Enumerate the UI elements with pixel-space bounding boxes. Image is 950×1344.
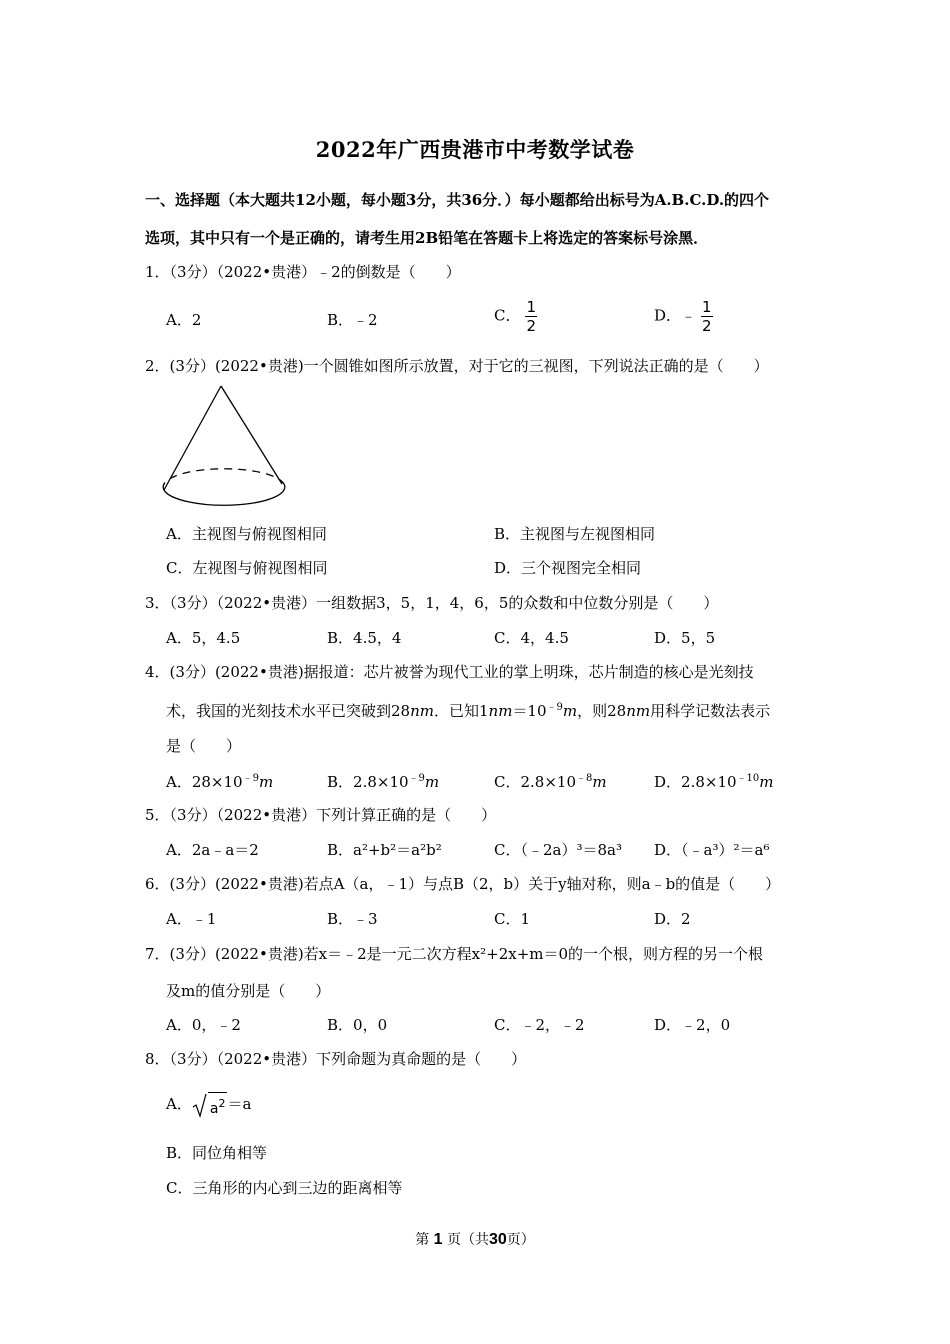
q1-option-c-fraction	[525, 299, 537, 334]
option-unit: m	[759, 773, 774, 791]
q4-stem-line-1: 4．(3分）(2022•贵港)据报道：芯片被誉为现代工业的掌上明珠，芯片制造的核心是光刻技	[145, 663, 754, 681]
footer-text: 第	[415, 1232, 430, 1248]
section-heading-line-2: 选项，其中只有一个是正确的，请考生用2B铅笔在答题卡上将选定的答案标号涂黑．	[145, 229, 709, 247]
q4-option-d	[654, 769, 774, 792]
q4-text: ．已知1	[433, 702, 489, 720]
sqrt-overline	[208, 1092, 228, 1118]
q6-stem: 6．(3分）(2022•贵港)若点A（a，﹣1）与点B（2，b）关于y轴对称，则a﹣b的值是（ ）	[145, 875, 781, 893]
option-text: ＝a	[227, 1095, 252, 1113]
option-label: A．	[166, 1095, 192, 1113]
q8-stem: 8．（3分）（2022•贵港）下列命题为真命题的是（ ）	[145, 1050, 527, 1068]
q4-unit: m	[562, 702, 578, 720]
cone-base-back	[163, 469, 284, 490]
fraction-numerator: 1	[526, 298, 537, 316]
option-text: C．2.8×10	[494, 773, 576, 791]
q8-option-c: C．三角形的内心到三边的距离相等	[166, 1179, 403, 1197]
cone-figure	[158, 380, 290, 506]
cone-base-front	[164, 484, 285, 505]
section-heading-line-1: 一、选择题（本大题共12小题，每小题3分，共36分．）每小题都给出标号为A.B.C.D.的四个	[145, 191, 770, 209]
q3-stem: 3．（3分）（2022•贵港）一组数据3，5，1，4，6，5的众数和中位数分别是（ ）	[145, 594, 719, 612]
sqrt-radical-icon	[192, 1092, 208, 1118]
q7-option-c: C．﹣2，﹣2	[494, 1016, 585, 1034]
q4-text: 术，我国的光刻技术水平已突破到28	[166, 702, 411, 720]
footer-text: 页）	[506, 1232, 535, 1248]
q4-stem-line-3: 是（ ）	[166, 737, 242, 755]
q6-option-b: B．﹣3	[327, 910, 378, 928]
q1-option-d-fraction	[701, 299, 713, 334]
fraction-denominator: 2	[702, 317, 712, 335]
q5-stem: 5．（3分）（2022•贵港）下列计算正确的是（ ）	[145, 806, 497, 824]
option-exponent: ﹣8	[576, 773, 593, 784]
q2-stem: 2．(3分）(2022•贵港)一个圆锥如图所示放置，对于它的三视图，下列说法正确的是（ ）	[145, 357, 769, 375]
footer-text: 页（共	[447, 1232, 489, 1248]
q5-option-d: D．（﹣a³）²＝a⁶	[654, 841, 770, 859]
q1-option-b: B．﹣2	[327, 311, 378, 329]
sqrt-exponent: 2	[218, 1097, 226, 1110]
q3-option-d: D．5，5	[654, 629, 716, 647]
q4-unit: nm	[626, 702, 651, 720]
q4-option-a	[166, 769, 273, 792]
page-footer	[0, 1229, 950, 1249]
q7-option-d: D．﹣2，0	[654, 1016, 731, 1034]
option-exponent: ﹣9	[242, 773, 259, 784]
q1-option-a: A．2	[166, 311, 202, 329]
page-title: 2022年广西贵港市中考数学试卷	[315, 137, 635, 162]
q1-option-d-label: D．﹣	[654, 306, 697, 325]
q5-option-b: B．a²+b²＝a²b²	[327, 841, 442, 859]
q2-option-a: A．主视图与俯视图相同	[166, 525, 327, 543]
q8-option-a	[166, 1092, 251, 1118]
q4-text: ＝10	[512, 702, 547, 720]
q6-option-c: C．1	[494, 910, 531, 928]
option-exponent: ﹣10	[736, 773, 760, 784]
option-text: A．28×10	[166, 773, 243, 791]
q2-option-d: D．三个视图完全相同	[494, 559, 642, 577]
q4-option-c	[494, 769, 607, 792]
option-unit: m	[592, 773, 607, 791]
option-unit: m	[424, 773, 440, 791]
q4-option-b	[327, 769, 439, 792]
q2-option-b: B．主视图与左视图相同	[494, 525, 656, 543]
q8-option-b: B．同位角相等	[166, 1144, 268, 1162]
q7-option-a: A．0，﹣2	[166, 1016, 241, 1034]
q3-option-c: C．4，4.5	[494, 629, 569, 647]
q1-option-c	[494, 299, 537, 334]
q5-option-a: A．2a﹣a＝2	[166, 841, 259, 859]
q1-stem: 1．（3分）（2022•贵港）﹣2的倒数是（ ）	[145, 263, 461, 281]
q7-stem-line-2: 及m的值分别是（ ）	[166, 982, 331, 1000]
q1-option-d	[654, 299, 713, 334]
option-text: B．2.8×10	[327, 773, 409, 791]
q4-text: ，则28	[577, 702, 627, 720]
option-text: D．2.8×10	[654, 773, 737, 791]
q3-option-b: B．4.5，4	[327, 629, 402, 647]
q7-stem-line-1: 7．(3分）(2022•贵港)若x＝﹣2是一元二次方程x²+2x+m＝0的一个根，则方程的另一个根	[145, 945, 764, 963]
q5-option-c: C．（﹣2a）³＝8a³	[494, 841, 622, 859]
q3-option-a: A．5，4.5	[166, 629, 241, 647]
q6-option-d: D．2	[654, 910, 691, 928]
q7-option-b: B．0，0	[327, 1016, 388, 1034]
option-unit: m	[258, 773, 274, 791]
q4-unit: nm	[410, 702, 434, 720]
q4-text: 用科学记数法表示	[650, 702, 771, 720]
q4-unit: nm	[488, 702, 513, 720]
fraction-numerator: 1	[702, 298, 712, 316]
q2-option-c: C．左视图与俯视图相同	[166, 559, 328, 577]
total-pages: 30	[489, 1231, 507, 1248]
q4-stem-line-2	[166, 698, 831, 721]
q6-option-a: A．﹣1	[166, 910, 217, 928]
page-number: 1	[433, 1231, 443, 1248]
cone-left-edge	[164, 386, 221, 490]
q4-exponent: ﹣9	[546, 702, 563, 713]
fraction-denominator: 2	[526, 317, 537, 335]
sqrt-radicand: a	[209, 1101, 219, 1117]
option-exponent: ﹣9	[408, 773, 425, 784]
q1-option-c-label: C．	[494, 306, 521, 325]
